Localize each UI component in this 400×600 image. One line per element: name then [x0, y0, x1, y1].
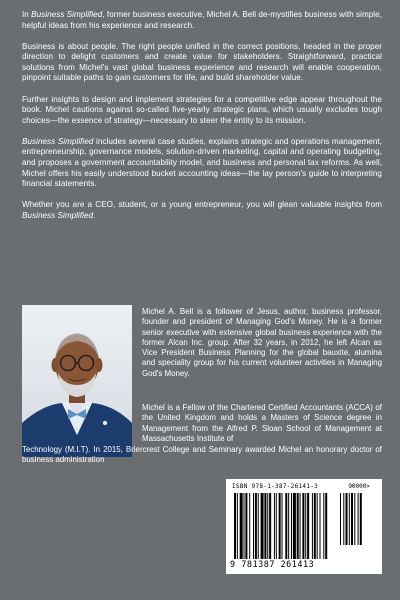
blurb-text	[22, 10, 382, 232]
isbn-label: ISBN 978-1-387-26141-3	[232, 483, 319, 490]
people-paragraph: Business is about people. The right people unified in the correct positions, headed in the proper direction to delight customers and create value for stakeholders. Straightforward, practical solutions from Michel's vast global business experience and research will enable cooperation, pinpoint suitable paths to gain customers for life, and build shareholder value.	[22, 41, 382, 83]
price-code: 90000>	[348, 483, 370, 490]
author-credentials-continued: Technology (M.I.T). In 2015, Briercrest College and Seminary awarded Michel an honorary doctor of business administration	[22, 445, 382, 465]
book-title-ref: Business Simplified	[31, 10, 103, 19]
author-bio: Michel A. Bell is a follower of Jesus, author, business professor, founder and president of Managing God's Money. He is a former senior executive with extensive global business experience with the former Alcan Inc. group. After 32 years, in 2012, he left Alcan as Vice President Business Planning for the global bauxite, alumina and speciality group for his current volunteer activities in Managing God's Money.	[142, 307, 382, 378]
audience-paragraph	[22, 200, 382, 221]
intro-pre: In	[22, 10, 32, 19]
strategy-paragraph: Further insights to design and implement strategies for a competitive edge appear throughout the book. Michel cautions against so-called five-yearly strategic plans, which usually excludes tough choices—the essence of strategy—necessary to steer the entity to its mission.	[22, 94, 382, 125]
book-title-ref: Business Simplified	[22, 136, 94, 146]
intro-paragraph	[22, 10, 382, 31]
author-credentials: Michel is a Fellow of the Chartered Certified Accountants (ACCA) of the United Kingdom and holds a Masters of Science degree in Management from the Alfred P. Sloan School of Management at Massachusetts Institute of	[142, 403, 382, 443]
contents-paragraph	[22, 137, 382, 190]
author-photo	[22, 305, 132, 457]
isbn-barcode	[226, 479, 382, 574]
book-title-ref: Business Simplified.	[22, 210, 96, 220]
barcode-digits: 9 781387 261413	[230, 560, 315, 570]
intro-post: , former business executive, Michel A. Bell de-mystifies business with simple, helpful ideas from his experience and research.	[22, 10, 382, 30]
author-portrait-icon	[22, 305, 132, 457]
contents-text: includes several case studies, explains strategic and operations management, entrepreneurship, governance models, solution-driven marketing, capital and operating budgeting, and proposes a government accountability model, and business and personal tax reforms. As well, Michel offers his easily understood bucket accounting ideas—the lay person's guide to interpreting financial statements.	[22, 136, 382, 189]
audience-text: Whether you are a CEO, student, or a young entrepreneur, you will glean valuable insights from	[22, 200, 382, 210]
